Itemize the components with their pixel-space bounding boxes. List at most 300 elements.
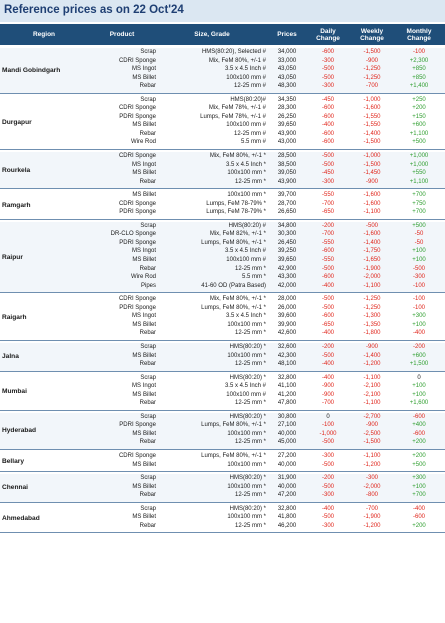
size-grade-cell: 100x100 mm * bbox=[227, 352, 266, 359]
size-grade-cell: 12-25 mm * bbox=[234, 522, 266, 529]
size-grade-cell: Lumps, FeM 80%, +/-1 * bbox=[201, 422, 266, 429]
price-cell: 42,000 bbox=[277, 282, 297, 289]
price-cell: 33,000 bbox=[277, 57, 297, 64]
daily-change-cell: -500 bbox=[321, 265, 334, 272]
table-row bbox=[0, 461, 445, 470]
monthly-change-cell: -600 bbox=[412, 430, 425, 437]
monthly-change-cell: +750 bbox=[412, 200, 426, 207]
weekly-change-cell: -1,400 bbox=[363, 130, 381, 137]
daily-change-cell: -650 bbox=[321, 321, 334, 328]
table-row bbox=[0, 222, 445, 231]
monthly-change-cell: +1,000 bbox=[409, 153, 429, 160]
region-name: Rourkela bbox=[2, 166, 31, 174]
daily-change-cell: -900 bbox=[321, 391, 334, 398]
table-row bbox=[0, 178, 445, 187]
weekly-change-cell: -900 bbox=[365, 343, 378, 350]
product-cell: Rebar bbox=[139, 178, 156, 185]
price-cell: 34,800 bbox=[277, 222, 297, 229]
table-row bbox=[0, 239, 445, 248]
weekly-change-cell: -1,100 bbox=[363, 452, 381, 459]
price-cell: 31,900 bbox=[277, 475, 297, 482]
weekly-change-cell: -1,250 bbox=[363, 296, 381, 303]
monthly-change-cell: -100 bbox=[412, 49, 425, 55]
size-grade-cell: 12-25 mm # bbox=[233, 130, 266, 137]
header-daily-change: Daily Change bbox=[316, 27, 340, 42]
table-row bbox=[0, 295, 445, 304]
size-grade-cell: 12-25 mm * bbox=[234, 178, 266, 185]
monthly-change-cell: -100 bbox=[412, 282, 425, 289]
weekly-change-cell: -1,600 bbox=[363, 192, 381, 199]
table-row bbox=[0, 312, 445, 321]
table-row bbox=[0, 321, 445, 330]
size-grade-cell: 100x100 mm * bbox=[227, 514, 266, 521]
weekly-change-cell: -1,750 bbox=[363, 248, 381, 255]
monthly-change-cell: +500 bbox=[412, 222, 426, 229]
table-row bbox=[0, 352, 445, 361]
monthly-change-cell: +1,100 bbox=[409, 130, 429, 137]
size-grade-cell: 100x100 mm # bbox=[226, 122, 266, 129]
table-row bbox=[0, 413, 445, 422]
daily-change-cell: -700 bbox=[321, 200, 334, 207]
size-grade-cell: Mix, FeM 80%, +/-1 * bbox=[209, 296, 266, 303]
price-cell: 42,900 bbox=[277, 265, 297, 272]
daily-change-cell: -600 bbox=[321, 105, 334, 112]
size-grade-cell: Lumps, FeM 80%, +/-1 * bbox=[201, 239, 266, 246]
price-cell: 39,250 bbox=[277, 248, 297, 255]
weekly-change-cell: -800 bbox=[365, 492, 378, 499]
weekly-change-cell: -1,500 bbox=[363, 49, 381, 55]
product-cell: PDRI Sponge bbox=[119, 209, 156, 216]
table-row bbox=[0, 513, 445, 522]
table-row bbox=[0, 273, 445, 282]
size-grade-cell: 5.5 mm * bbox=[241, 274, 266, 281]
table-row bbox=[0, 130, 445, 139]
daily-change-cell: -500 bbox=[321, 296, 334, 303]
table-row bbox=[0, 96, 445, 105]
product-cell: Scrap bbox=[140, 49, 156, 55]
product-cell: Scrap bbox=[140, 475, 156, 482]
monthly-change-cell: +200 bbox=[412, 452, 426, 459]
monthly-change-cell: +100 bbox=[412, 391, 426, 398]
weekly-change-cell: -1,600 bbox=[363, 105, 381, 112]
size-grade-cell: Mix, FeM 80%, +/-1 # bbox=[208, 57, 266, 64]
monthly-change-cell: -400 bbox=[412, 505, 425, 512]
monthly-change-cell: +700 bbox=[412, 209, 426, 216]
weekly-change-cell: -1,300 bbox=[363, 313, 381, 320]
region-name: Raipur bbox=[2, 253, 23, 261]
monthly-change-cell: -50 bbox=[414, 231, 424, 238]
header-weekly-change: Weekly Change bbox=[360, 27, 384, 42]
product-cell: MS Billet bbox=[132, 192, 156, 199]
daily-change-cell: -550 bbox=[321, 192, 334, 199]
table-row bbox=[0, 438, 445, 447]
header-monthly-change: Monthly Change bbox=[406, 27, 432, 42]
product-cell: Scrap bbox=[140, 343, 156, 350]
price-cell: 43,900 bbox=[277, 178, 297, 185]
monthly-change-cell: +400 bbox=[412, 422, 426, 429]
table-row bbox=[0, 343, 445, 352]
table-row bbox=[0, 304, 445, 313]
size-grade-cell: 12-25 mm * bbox=[234, 265, 266, 272]
monthly-change-cell: -300 bbox=[412, 274, 425, 281]
price-cell: 38,500 bbox=[277, 161, 297, 168]
price-cell: 46,200 bbox=[277, 522, 297, 529]
region-name: Bellary bbox=[2, 458, 24, 466]
daily-change-cell: -400 bbox=[321, 330, 334, 337]
daily-change-cell: -500 bbox=[321, 153, 334, 160]
product-cell: MS Billet bbox=[132, 170, 156, 177]
header-region: Region bbox=[32, 31, 56, 38]
size-grade-cell: 12-25 mm * bbox=[234, 439, 266, 446]
price-cell: 39,650 bbox=[277, 122, 297, 129]
monthly-change-cell: +100 bbox=[412, 383, 426, 390]
product-cell: Pipes bbox=[140, 282, 156, 289]
table-row bbox=[0, 256, 445, 265]
table-row bbox=[0, 161, 445, 170]
table-row bbox=[0, 152, 445, 161]
size-grade-cell: 12-25 mm * bbox=[234, 400, 266, 407]
product-cell: MS Billet bbox=[132, 321, 156, 328]
table-row bbox=[0, 483, 445, 492]
price-cell: 32,800 bbox=[277, 374, 297, 381]
product-cell: MS Billet bbox=[132, 391, 156, 398]
table-row bbox=[0, 452, 445, 461]
product-cell: Scrap bbox=[140, 96, 156, 103]
table-row bbox=[0, 138, 445, 147]
table-row bbox=[0, 430, 445, 439]
monthly-change-cell: +100 bbox=[412, 321, 426, 328]
monthly-change-cell: +250 bbox=[412, 96, 426, 103]
region-group bbox=[0, 505, 445, 534]
region-group bbox=[0, 452, 445, 472]
monthly-change-cell: +500 bbox=[412, 139, 426, 146]
price-cell: 26,450 bbox=[277, 239, 297, 246]
header-prices: Prices bbox=[277, 31, 297, 38]
size-grade-cell: HMS(80:20) * bbox=[229, 475, 266, 482]
product-cell: Rebar bbox=[139, 130, 156, 137]
weekly-change-cell: -1,500 bbox=[363, 161, 381, 168]
price-cell: 42,300 bbox=[277, 352, 297, 359]
daily-change-cell: -500 bbox=[321, 161, 334, 168]
daily-change-cell: -450 bbox=[321, 96, 334, 103]
monthly-change-cell: +200 bbox=[412, 522, 426, 529]
weekly-change-cell: -1,350 bbox=[363, 321, 381, 328]
product-cell: MS Billet bbox=[132, 483, 156, 490]
size-grade-cell: 100x100 mm * bbox=[227, 321, 266, 328]
weekly-change-cell: -1,400 bbox=[363, 352, 381, 359]
table-row bbox=[0, 82, 445, 91]
size-grade-cell: 100x100 mm * bbox=[227, 430, 266, 437]
weekly-change-cell: -1,200 bbox=[363, 361, 381, 368]
price-cell: 39,700 bbox=[277, 192, 297, 199]
product-cell: MS Billet bbox=[132, 122, 156, 129]
region-group bbox=[0, 48, 445, 94]
weekly-change-cell: -1,250 bbox=[363, 74, 381, 81]
weekly-change-cell: -500 bbox=[365, 222, 378, 229]
region-group bbox=[0, 413, 445, 450]
product-cell: MS Ingot bbox=[131, 248, 156, 255]
daily-change-cell: -600 bbox=[321, 313, 334, 320]
weekly-change-cell: -1,000 bbox=[363, 96, 381, 103]
daily-change-cell: -550 bbox=[321, 257, 334, 264]
table-row bbox=[0, 104, 445, 113]
region-name: Hyderabad bbox=[2, 427, 37, 435]
size-grade-cell: HMS(80:20) # bbox=[228, 222, 266, 229]
monthly-change-cell: -400 bbox=[412, 330, 425, 337]
monthly-change-cell: +100 bbox=[412, 483, 426, 490]
price-cell: 43,050 bbox=[277, 66, 297, 73]
table-row bbox=[0, 522, 445, 531]
size-grade-cell: HMS(80:20) * bbox=[229, 374, 266, 381]
monthly-change-cell: +700 bbox=[412, 192, 426, 199]
product-cell: CDRI Sponge bbox=[118, 200, 156, 207]
table-row bbox=[0, 169, 445, 178]
weekly-change-cell: -1,900 bbox=[363, 265, 381, 272]
price-cell: 41,800 bbox=[277, 514, 297, 521]
weekly-change-cell: -2,700 bbox=[363, 413, 381, 420]
header-product: Product bbox=[109, 31, 135, 38]
product-cell: CDRI Sponge bbox=[118, 452, 156, 459]
daily-change-cell: -600 bbox=[321, 113, 334, 120]
monthly-change-cell: +100 bbox=[412, 248, 426, 255]
region-group bbox=[0, 152, 445, 189]
size-grade-cell: HMS(80:20)# bbox=[230, 96, 266, 103]
monthly-change-cell: -600 bbox=[412, 514, 425, 521]
price-cell: 39,900 bbox=[277, 321, 297, 328]
size-grade-cell: 100x100 mm # bbox=[226, 257, 266, 264]
weekly-change-cell: -1,900 bbox=[363, 514, 381, 521]
price-cell: 34,000 bbox=[277, 49, 297, 55]
price-cell: 43,050 bbox=[277, 74, 297, 81]
weekly-change-cell: -1,100 bbox=[363, 374, 381, 381]
monthly-change-cell: -600 bbox=[412, 413, 425, 420]
product-cell: Rebar bbox=[139, 361, 156, 368]
product-cell: MS Billet bbox=[132, 461, 156, 468]
table-row bbox=[0, 474, 445, 483]
region-group bbox=[0, 96, 445, 150]
region-name: Mumbai bbox=[2, 388, 27, 396]
price-cell: 27,100 bbox=[277, 422, 297, 429]
weekly-change-cell: -2,500 bbox=[363, 430, 381, 437]
daily-change-cell: -1,000 bbox=[319, 430, 337, 437]
product-cell: Rebar bbox=[139, 522, 156, 529]
weekly-change-cell: -1,800 bbox=[363, 330, 381, 337]
price-table bbox=[0, 46, 445, 533]
price-cell: 40,000 bbox=[277, 483, 297, 490]
product-cell: Rebar bbox=[139, 439, 156, 446]
monthly-change-cell: +300 bbox=[412, 313, 426, 320]
monthly-change-cell: +1,000 bbox=[409, 161, 429, 168]
price-cell: 28,700 bbox=[277, 200, 297, 207]
monthly-change-cell: +200 bbox=[412, 105, 426, 112]
monthly-change-cell: +1,100 bbox=[409, 178, 429, 185]
weekly-change-cell: -700 bbox=[365, 83, 378, 90]
price-cell: 39,600 bbox=[277, 313, 297, 320]
daily-change-cell: -200 bbox=[321, 222, 334, 229]
table-row bbox=[0, 329, 445, 338]
weekly-change-cell: -1,100 bbox=[363, 400, 381, 407]
price-cell: 27,200 bbox=[277, 452, 297, 459]
daily-change-cell: -700 bbox=[321, 231, 334, 238]
monthly-change-cell: +700 bbox=[412, 492, 426, 499]
region-name: Chennai bbox=[2, 484, 29, 492]
table-row bbox=[0, 57, 445, 66]
size-grade-cell: 3.5 x 4.5 Inch # bbox=[224, 383, 266, 390]
region-group bbox=[0, 191, 445, 220]
region-group bbox=[0, 343, 445, 372]
daily-change-cell: -500 bbox=[321, 461, 334, 468]
monthly-change-cell: -50 bbox=[414, 239, 424, 246]
price-cell: 43,000 bbox=[277, 139, 297, 146]
weekly-change-cell: -1,000 bbox=[363, 153, 381, 160]
price-cell: 45,000 bbox=[277, 439, 297, 446]
monthly-change-cell: +600 bbox=[412, 352, 426, 359]
product-cell: PDRI Sponge bbox=[119, 422, 156, 429]
weekly-change-cell: -1,250 bbox=[363, 304, 381, 311]
monthly-change-cell: +150 bbox=[412, 113, 426, 120]
size-grade-cell: Lumps, FeM 78%, +/-1 # bbox=[200, 113, 266, 120]
monthly-change-cell: +1,500 bbox=[409, 361, 429, 368]
daily-change-cell: -650 bbox=[321, 209, 334, 216]
daily-change-cell: -900 bbox=[321, 383, 334, 390]
product-cell: Wire Rod bbox=[130, 139, 156, 146]
product-cell: Rebar bbox=[139, 330, 156, 337]
size-grade-cell: 100x100 mm * bbox=[227, 461, 266, 468]
monthly-change-cell: -200 bbox=[412, 343, 425, 350]
monthly-change-cell: -100 bbox=[412, 296, 425, 303]
size-grade-cell: 100x100 mm * bbox=[227, 483, 266, 490]
daily-change-cell: -300 bbox=[321, 57, 334, 64]
table-row bbox=[0, 113, 445, 122]
weekly-change-cell: -1,550 bbox=[363, 113, 381, 120]
monthly-change-cell: +200 bbox=[412, 439, 426, 446]
product-cell: MS Ingot bbox=[131, 66, 156, 73]
size-grade-cell: Lumps, FeM 80%, +/-1 * bbox=[201, 304, 266, 311]
size-grade-cell: 12-25 mm * bbox=[234, 330, 266, 337]
size-grade-cell: 3.5 x 4.5 Inch # bbox=[224, 66, 266, 73]
weekly-change-cell: -1,100 bbox=[363, 209, 381, 216]
weekly-change-cell: -2,100 bbox=[363, 391, 381, 398]
product-cell: Rebar bbox=[139, 492, 156, 499]
monthly-change-cell: +850 bbox=[412, 74, 426, 81]
size-grade-cell: Mix, FeM 80%, +/-1 * bbox=[209, 153, 266, 160]
region-name: Ahmedabad bbox=[2, 515, 40, 523]
price-cell: 28,300 bbox=[277, 105, 297, 112]
price-cell: 43,900 bbox=[277, 130, 297, 137]
size-grade-cell: HMS(80:20) * bbox=[229, 343, 266, 350]
size-grade-cell: 12-25 mm # bbox=[233, 83, 266, 90]
region-name: Durgapur bbox=[2, 118, 32, 126]
size-grade-cell: Mix, FeM 78%, +/-1 # bbox=[208, 105, 266, 112]
weekly-change-cell: -1,600 bbox=[363, 200, 381, 207]
daily-change-cell: -400 bbox=[321, 374, 334, 381]
product-cell: MS Ingot bbox=[131, 313, 156, 320]
size-grade-cell: 3.5 x 4.5 Inch # bbox=[224, 248, 266, 255]
daily-change-cell: -500 bbox=[321, 439, 334, 446]
table-row bbox=[0, 48, 445, 57]
product-cell: CDRI Sponge bbox=[118, 57, 156, 64]
monthly-change-cell: +550 bbox=[412, 170, 426, 177]
daily-change-cell: -500 bbox=[321, 74, 334, 81]
size-grade-cell: 3.5 x 4.5 Inch * bbox=[225, 161, 266, 168]
size-grade-cell: 100x100 mm # bbox=[226, 74, 266, 81]
table-row bbox=[0, 421, 445, 430]
table-row bbox=[0, 505, 445, 514]
monthly-change-cell: +850 bbox=[412, 66, 426, 73]
table-row bbox=[0, 65, 445, 74]
weekly-change-cell: -1,200 bbox=[363, 522, 381, 529]
daily-change-cell: -300 bbox=[321, 492, 334, 499]
table-row bbox=[0, 191, 445, 200]
product-cell: MS Ingot bbox=[131, 161, 156, 168]
monthly-change-cell: +100 bbox=[412, 257, 426, 264]
daily-change-cell: -400 bbox=[321, 122, 334, 129]
weekly-change-cell: -700 bbox=[365, 505, 378, 512]
monthly-change-cell: +1,400 bbox=[409, 83, 429, 90]
product-cell: MS Billet bbox=[132, 257, 156, 264]
price-cell: 30,300 bbox=[277, 231, 297, 238]
header-size-grade: Size, Grade bbox=[194, 31, 230, 38]
region-group bbox=[0, 222, 445, 293]
monthly-change-cell: +500 bbox=[412, 461, 426, 468]
daily-change-cell: -300 bbox=[321, 522, 334, 529]
size-grade-cell: HMS(80:20), Selected # bbox=[201, 49, 266, 55]
product-cell: Scrap bbox=[140, 222, 156, 229]
daily-change-cell: -300 bbox=[321, 178, 334, 185]
table-row bbox=[0, 399, 445, 408]
daily-change-cell: -500 bbox=[321, 483, 334, 490]
size-grade-cell: 100x100 mm * bbox=[227, 170, 266, 177]
monthly-change-cell: -500 bbox=[412, 265, 425, 272]
table-row bbox=[0, 391, 445, 400]
product-cell: MS Billet bbox=[132, 352, 156, 359]
daily-change-cell: -500 bbox=[321, 514, 334, 521]
price-cell: 48,100 bbox=[277, 361, 297, 368]
daily-change-cell: -300 bbox=[321, 452, 334, 459]
weekly-change-cell: -900 bbox=[365, 57, 378, 64]
table-row bbox=[0, 208, 445, 217]
price-cell: 40,000 bbox=[277, 430, 297, 437]
product-cell: Rebar bbox=[139, 265, 156, 272]
product-cell: MS Ingot bbox=[131, 383, 156, 390]
region-name: Jalna bbox=[2, 353, 19, 361]
weekly-change-cell: -1,500 bbox=[363, 139, 381, 146]
daily-change-cell: -400 bbox=[321, 361, 334, 368]
price-cell: 39,050 bbox=[277, 170, 297, 177]
price-cell: 32,800 bbox=[277, 505, 297, 512]
daily-change-cell: -500 bbox=[321, 66, 334, 73]
product-cell: DR-CLO Sponge bbox=[110, 231, 156, 238]
price-cell: 28,500 bbox=[277, 153, 297, 160]
page-title: Reference prices as on 22 Oct'24 bbox=[0, 0, 445, 22]
product-cell: PDRI Sponge bbox=[119, 113, 156, 120]
weekly-change-cell: -1,600 bbox=[363, 231, 381, 238]
product-cell: CDRI Sponge bbox=[118, 105, 156, 112]
region-name: Ramgarh bbox=[2, 201, 31, 209]
table-row bbox=[0, 374, 445, 383]
region-group bbox=[0, 474, 445, 503]
weekly-change-cell: -900 bbox=[365, 178, 378, 185]
weekly-change-cell: -2,100 bbox=[363, 383, 381, 390]
table-row bbox=[0, 282, 445, 291]
region-name: Raigarh bbox=[2, 314, 27, 322]
table-row bbox=[0, 491, 445, 500]
weekly-change-cell: -1,550 bbox=[363, 122, 381, 129]
daily-change-cell: -300 bbox=[321, 83, 334, 90]
table-row bbox=[0, 265, 445, 274]
daily-change-cell: -600 bbox=[321, 274, 334, 281]
price-cell: 41,200 bbox=[277, 391, 297, 398]
